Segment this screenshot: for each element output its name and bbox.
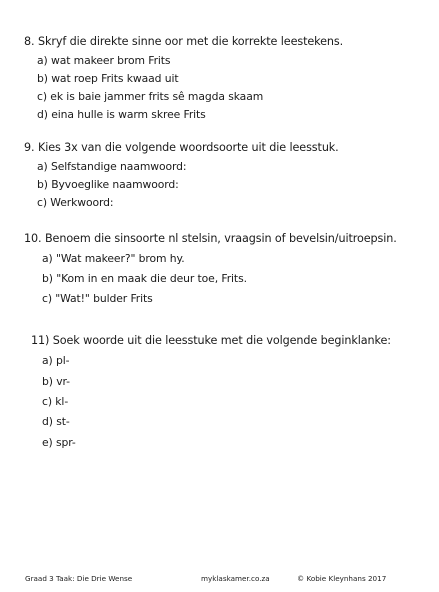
question-11 (31, 334, 391, 347)
footer-title: Graad 3 Taak: Die Drie Wense (25, 574, 133, 583)
question-10 (24, 232, 397, 245)
footer-website: myklaskamer.co.za (201, 574, 270, 583)
question-11-text: Soek woorde uit die leesstuke met die volgende beginklanke: (52, 334, 391, 347)
question-11-item-a: a) pl- (42, 354, 70, 367)
question-11-number: 11) (31, 334, 50, 347)
question-8 (24, 35, 343, 48)
question-9 (24, 141, 339, 154)
question-11-item-d: d) st- (42, 415, 70, 428)
question-11-item-b: b) vr- (42, 375, 70, 388)
question-9-number: 9. (24, 141, 35, 154)
question-8-item-d: d) eina hulle is warm skree Frits (37, 108, 206, 121)
question-10-item-a: a) "Wat makeer?" brom hy. (42, 252, 185, 265)
question-8-text: Skryf die direkte sinne oor met die korrekte leestekens. (37, 35, 344, 48)
question-8-item-b: b) wat roep Frits kwaad uit (37, 72, 179, 85)
question-8-number: 8. (24, 35, 35, 48)
question-9-item-a: a) Selfstandige naamwoord: (37, 160, 187, 173)
question-10-number: 10. (24, 232, 42, 245)
question-10-item-c: c) "Wat!" bulder Frits (42, 292, 153, 305)
question-8-item-c: c) ek is baie jammer frits sê magda skaam (37, 90, 264, 103)
question-10-text: Benoem die sinsoorte nl stelsin, vraagsin of bevelsin/uitroepsin. (44, 232, 397, 245)
footer-copyright: © Kobie Kleynhans 2017 (297, 574, 387, 583)
question-11-item-e: e) spr- (42, 436, 76, 449)
question-9-text: Kies 3x van die volgende woordsoorte uit die leesstuk. (37, 141, 339, 154)
question-9-item-c: c) Werkwoord: (37, 196, 114, 209)
question-11-item-c: c) kl- (42, 395, 69, 408)
question-9-item-b: b) Byvoeglike naamwoord: (37, 178, 179, 191)
question-8-item-a: a) wat makeer brom Frits (37, 54, 171, 67)
question-10-item-b: b) "Kom in en maak die deur toe, Frits. (42, 272, 247, 285)
